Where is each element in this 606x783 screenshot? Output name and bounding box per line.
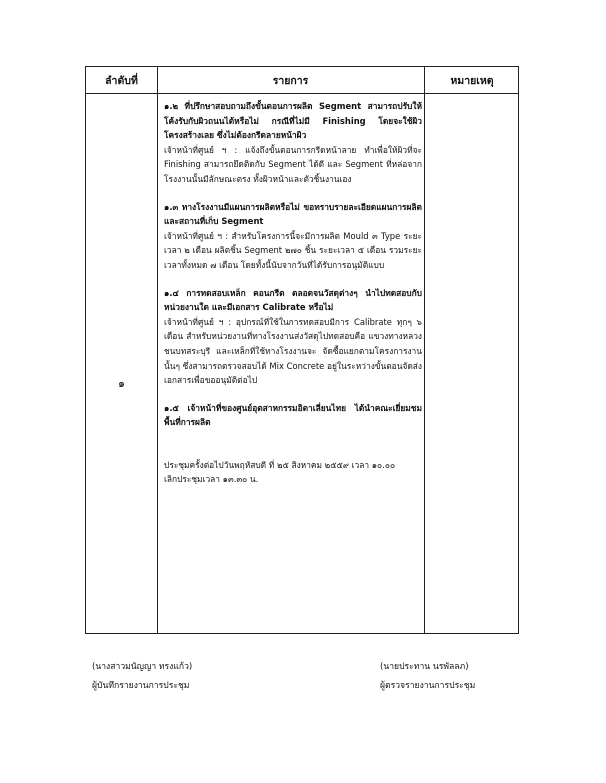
agenda-item-response: เจ้าหน้าที่ศูนย์ ฯ : อุปกรณ์ที่ใช้ในการทดสอบมีการ Calibrate ทุกๆ ๖ เดือน สำหรับหน่วยงานที่ทางโรงงานส่งวัสดุไปทดสอบคือ แขวงทางหลวงชนบทสระบุรี และเหล็กที่ใช้ทางโรงงานจะ จัดซื้อแยกตามโครงการงานนั้นๆ ซึ่งสามารถตรวจสอบได้ Mix Concrete อยู่ในระหว่างขั้นตอนจัดส่งเอกสารเพื่อขออนุมัติต่อไป xyxy=(164,316,422,386)
column-divider xyxy=(157,67,158,633)
minutes-table xyxy=(85,66,519,634)
row-number: ๑ xyxy=(118,377,125,390)
header-divider xyxy=(86,93,518,94)
column-divider xyxy=(424,67,425,633)
agenda-item-response: เจ้าหน้าที่ศูนย์ ฯ : แจ้งถึงขั้นตอนการกรีดหน้าลาย ทำเพื่อให้ผิวที่จะ Finishing สามารถยึดติดกับ Segment ได้ดี และ Segment ที่หล่อจากโรงงานนั้นมีลักษณะตรง ทั้งผิวหน้าและตัวชิ้นงานเอง xyxy=(164,144,422,184)
agenda-item-heading: ๑.๒ ที่ปรึกษาสอบถามถึงขั้นตอนการผลิต Segment สามารถปรับให้โค้งรับกับผิวถนนได้หรือไม่ กรณีที่ไม่มี Finishing โดยจะใช้ผิวโครงสร้างเลย ซึ่งไม่ต้องกรีดลายหน้าผิว xyxy=(164,101,422,141)
reviewer-name: (นายประทาน นรพัลลภ) xyxy=(380,662,469,672)
next-meeting-text: ประชุมครั้งต่อไปวันพฤหัสบดี ที่ ๒๕ สิงหาคม ๒๕๕๙ เวลา ๑๐.๐๐ xyxy=(164,459,396,470)
agenda-item-1-2 xyxy=(164,99,422,187)
agenda-item-heading: ๑.๕ เจ้าหน้าที่ของศูนย์อุตสาหกรรมอิตาเลี่ยนไทย ได้นำคณะเยี่ยมชมพื้นที่การผลิต xyxy=(164,402,422,428)
agenda-item-heading: ๑.๓ ทางโรงงานมีแผนการผลิตหรือไม่ ขอทราบรายละเอียดแผนการผลิต และสถานที่เก็บ Segment xyxy=(164,201,422,227)
recorder-role: ผู้บันทึกรายงานการประชุม xyxy=(92,681,190,691)
reviewer-signature xyxy=(380,658,475,696)
reviewer-role: ผู้ตรวจรายงานการประชุม xyxy=(380,681,476,691)
recorder-name: (นางสาวมนัญญา ทรงแก้ว) xyxy=(92,662,193,672)
meeting-end-text: เลิกประชุมเวลา ๑๓.๓๐ น. xyxy=(164,474,259,485)
recorder-signature xyxy=(92,658,192,696)
header-remark: หมายเหตุ xyxy=(450,74,494,87)
agenda-item-1-5 xyxy=(164,401,422,430)
header-number: ลำดับที่ xyxy=(105,74,138,87)
agenda-item-1-4 xyxy=(164,286,422,388)
agenda-item-response: เจ้าหน้าที่ศูนย์ ฯ : สำหรับโครงการนี้จะมีการผลิต Mould ๓ Type ระยะเวลา ๒ เดือน ผลิตชิ้น Segment ๒๗๐ ชิ้น ระยะเวลา ๕ เดือน รวมระยะเวลาทั้งหมด ๗ เดือน โดยทั้งนี้นับจากวันที่ได้รับการอนุมัติแบบ xyxy=(164,230,422,270)
agenda-item-heading: ๑.๔ การทดสอบเหล็ก คอนกรีต ตลอดจนวัสดุต่างๆ นำไปทดสอบกับหน่วยงานใด และมีเอกสาร Calibrate หรือไม่ xyxy=(164,287,422,313)
agenda-content xyxy=(164,99,422,487)
header-items: รายการ xyxy=(272,74,309,87)
agenda-item-1-3 xyxy=(164,200,422,273)
